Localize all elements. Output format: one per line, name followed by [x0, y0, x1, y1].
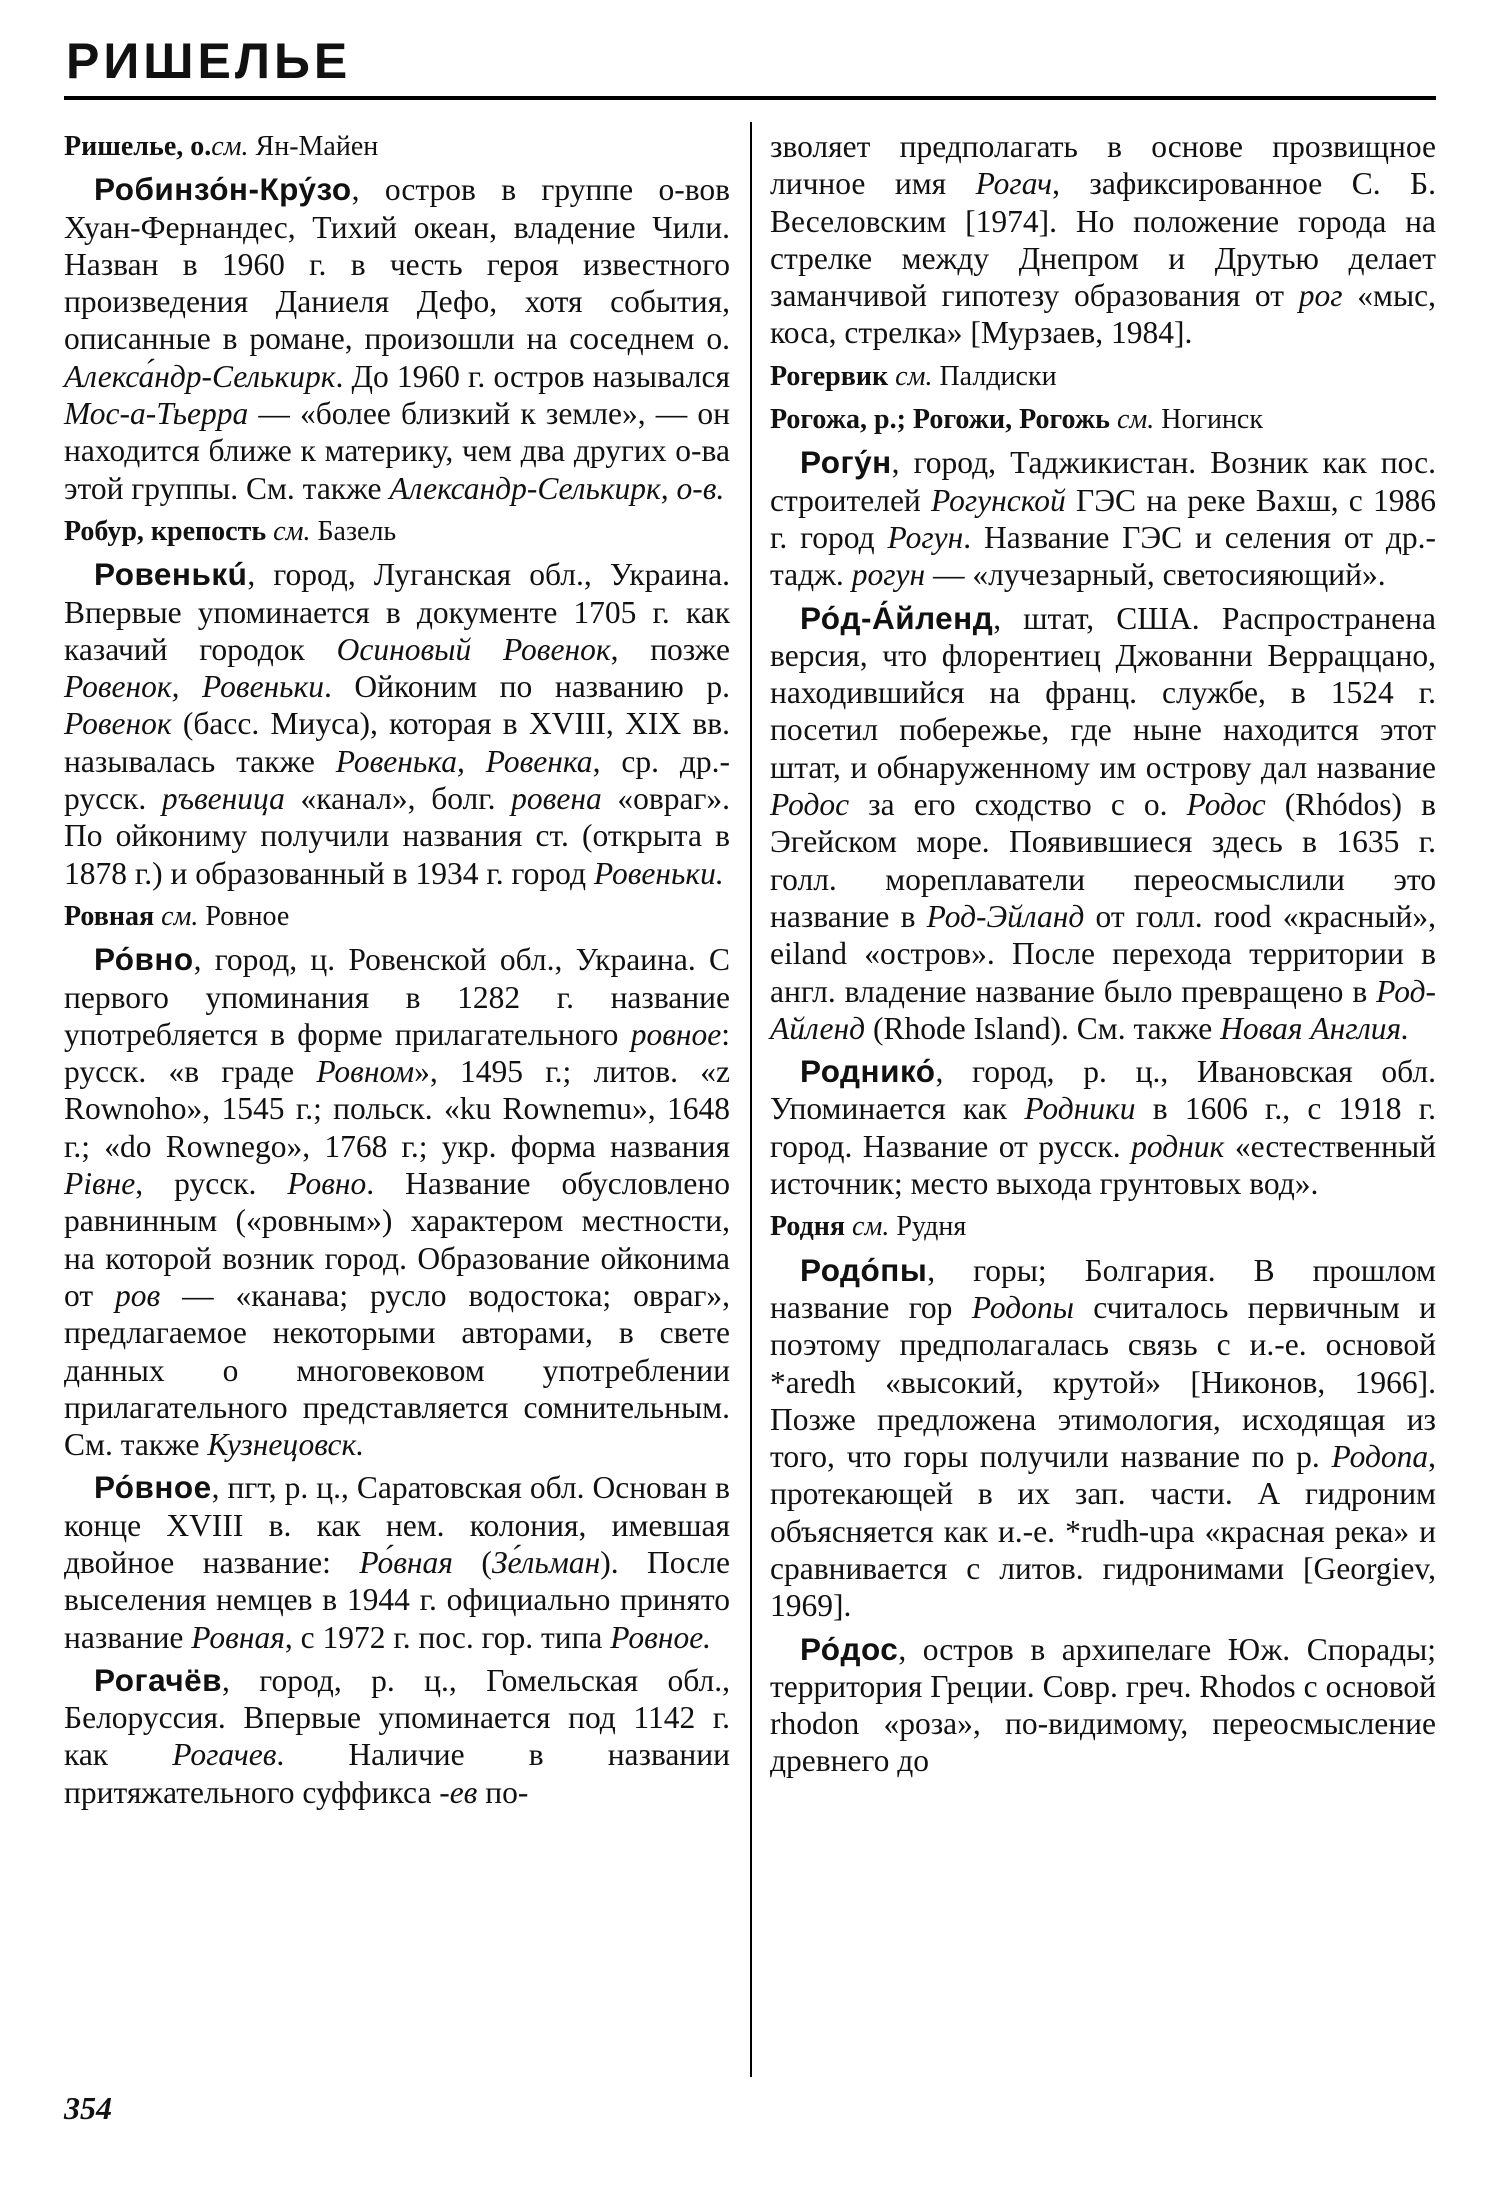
entry-italic-text: Мос-а-Тьерра [64, 396, 249, 432]
entry-text: за его сходство с о. [849, 787, 1187, 823]
entry-italic-text: ров [115, 1277, 161, 1313]
dictionary-entry [64, 171, 730, 507]
dictionary-entry [770, 358, 1436, 395]
entry-text: зволяет предполагать в основе прозвищное личное имя [770, 129, 1436, 202]
entry-headword: Ро́д-А́йленд [800, 599, 994, 636]
entry-text: Ян-Майен [248, 131, 379, 162]
entry-text: , город, Луганская обл., Украина. Впервые упоминается в документе 1705 г. как казачий городок [64, 557, 730, 667]
entry-italic-text: Осиновый Ровенок [336, 631, 611, 667]
column-divider [750, 122, 752, 2077]
entry-text: от голл. rood «красный», eiland «остров». После перехода территории в англ. владение название было превращено в [770, 898, 1436, 1009]
entry-text: Ногинск [1154, 404, 1263, 436]
entry-italic-text: Родос [770, 787, 850, 823]
header-rule [64, 96, 1436, 100]
entry-text: «овраг». По ойкониму получили названия ст. (открыта в 1878 г.) и образованный в 1934 г. город [64, 781, 731, 891]
entry-headword: Ровенькú [94, 556, 248, 593]
entry-headword: Рогачёв [94, 1661, 222, 1698]
entry-text: . Название обусловлено равнинным («ровным») характером местности, на которой возник город. Образование ойконима от [64, 1166, 730, 1313]
page-number: 354 [64, 2090, 112, 2126]
entry-italic-text: Алекса́ндр-Селькирк [64, 358, 336, 394]
entry-text: , остров в архипелаге Юж. Спорады; территория Греции. Совр. греч. Rhodos с основой rhodon «роза», по-видимому, переосмысление древнего до [770, 1631, 1436, 1779]
entry-italic-text: рогун [851, 557, 926, 593]
entry-italic-text: Ровном [316, 1054, 415, 1090]
entry-headword: Ро́вно [94, 941, 194, 978]
entry-italic-text: Родники [1024, 1091, 1136, 1127]
entry-italic-text: см. [888, 360, 933, 392]
entry-text: Ровное [198, 900, 290, 932]
entry-italic-text: см. [1109, 404, 1155, 436]
entry-headword: Родня [770, 1211, 846, 1243]
entry-text: , город, Таджикистан. Возник как пос. строителей [770, 445, 1436, 518]
dictionary-entry [64, 1662, 730, 1811]
entry-italic-text: Ровеньки. [593, 855, 724, 891]
entry-text: — «канава; русло водостока; овраг», предлагаемое некоторыми авторами, в свете данных о многовековом употреблении прилагательного представляется сомнительным. См. также [64, 1277, 730, 1463]
entry-italic-text: Род-Эйланд [926, 898, 1085, 934]
entry-text: : русск. «в граде [64, 1016, 730, 1090]
entry-italic-text: Рогунской [931, 482, 1066, 518]
entry-italic-text: Рівне [64, 1166, 136, 1202]
entry-text: , город, ц. Ровенской обл., Украина. С первого упоминания в 1282 г. название употребляется в форме прилагательного [64, 942, 730, 1052]
entry-text: ГЭС на реке Вахш, с 1986 г. город [770, 482, 1436, 555]
entry-italic-text: Ро́вная [359, 1544, 453, 1580]
dictionary-entry [64, 513, 730, 550]
entry-italic-text: Рогач [975, 166, 1053, 202]
dictionary-entry [64, 898, 730, 935]
entry-text: в 1606 г., с 1918 г. город. Название от русск. [770, 1091, 1437, 1164]
entry-text: , позже [610, 631, 731, 667]
entry-text: Палдиски [932, 360, 1057, 392]
entry-italic-text: см. [154, 900, 199, 932]
entry-text: «мыс, коса, стрелка» [Мурзаев, 1984]. [770, 278, 1436, 351]
entry-text: Базель [310, 515, 397, 547]
dictionary-entry [64, 128, 730, 165]
entry-italic-text: Ровенька, Ровенка [335, 743, 593, 779]
entry-text: , горы; Болгария. В прошлом название гор [770, 1252, 1436, 1325]
entry-text: , пгт, р. ц., Саратовская обл. Основан в конце XVIII в. как нем. колония, имевшая двойное название: [64, 1470, 730, 1580]
entry-italic-text: ровена [511, 781, 602, 817]
entry-headword: Рогервик [770, 360, 889, 392]
entry-text: . До 1960 г. остров назывался [335, 358, 730, 394]
dictionary-entry [770, 401, 1436, 438]
entry-text: — «лучезарный, светосияющий». [925, 557, 1386, 593]
entry-italic-text: Рогун [887, 519, 964, 555]
entry-italic-text: Новая Англия. [1220, 1010, 1410, 1046]
entry-headword: Ро́вное [94, 1469, 212, 1506]
entry-text: — «более близкий к земле», — он находится ближе к материку, чем два других о-ва этой группы. См. также [64, 396, 730, 506]
entry-italic-text: родник [1131, 1128, 1225, 1164]
entry-headword: Ришелье, о. [64, 131, 212, 162]
dictionary-entry [770, 444, 1436, 593]
entry-italic-text: Родопы [971, 1289, 1074, 1325]
entry-italic-text: Ровное. [610, 1619, 712, 1655]
dictionary-entry [770, 1208, 1436, 1245]
entry-italic-text: Родопа [1331, 1439, 1429, 1475]
dictionary-entry [770, 1252, 1436, 1625]
entry-italic-text: см. [845, 1211, 890, 1243]
entry-italic-text: Ровная [191, 1619, 285, 1655]
entry-headword: Роднико́ [800, 1053, 936, 1090]
dictionary-entry [770, 128, 1436, 352]
entry-text: (Rhode Island). См. также [865, 1010, 1221, 1046]
entry-italic-text: Александр-Селькирк, о-в. [389, 470, 725, 506]
entry-headword: Рогу́н [800, 444, 892, 481]
entry-italic-text: Зе́льман [491, 1544, 601, 1580]
entry-text: по- [477, 1774, 529, 1810]
entry-headword: Робинзо́н-Кру́зо [94, 171, 352, 208]
dictionary-entry [770, 1631, 1436, 1780]
left-column [64, 128, 730, 1817]
entry-text: «естественный источник; место выхода грунтовых вод». [770, 1128, 1436, 1202]
dictionary-entry [64, 1469, 730, 1655]
entry-italic-text: Род-Айленд [770, 973, 1436, 1046]
entry-italic-text: -ев [439, 1774, 478, 1810]
entry-text: . Ойконим по названию р. [324, 669, 730, 705]
entry-italic-text: Ровенок, Ровеньки [64, 669, 324, 705]
entry-text: считалось первичным и поэтому предполагалась связь с и.-е. основой *aredh «высокий, крутой» [Никонов, 1966]. Позже предложена этимология, исходящая из того, что горы получили название по р. [770, 1289, 1436, 1475]
entry-text: , зафиксированное С. Б. Веселовским [1974]. Но положение города на стрелке между Днепром и Друтью делает заманчивой гипотезу образования от [770, 166, 1436, 314]
entry-italic-text: рог [1298, 278, 1343, 314]
entry-text: , город, р. ц., Ивановская обл. Упоминается как [770, 1054, 1436, 1127]
entry-text: , ср. др.-русск. [64, 743, 730, 817]
entry-italic-text: Родос [1186, 787, 1266, 823]
entry-text: , протекающей в их зап. части. А гидроним объясняется как и.-е. *rudh-upa «красная река» и сравнивается с литов. гидронимами [Georgiev, 1969]. [770, 1439, 1436, 1624]
entry-italic-text: Кузнецовск. [207, 1427, 365, 1463]
entry-italic-text: ръвеница [161, 781, 285, 817]
page-header-title: РИШЕЛЬЕ [66, 33, 352, 89]
entry-headword: Родо́пы [800, 1251, 928, 1288]
entry-text: «канал», болг. [284, 781, 512, 817]
entry-text: (басс. Миуса), которая в XVIII, XIX вв. называлась также [64, 706, 730, 779]
entry-text: , штат, США. Распространена версия, что флорентиец Джованни Верраццано, находившийся на франц. службе, в 1524 г. посетил побережье, где ныне находится этот штат, и обнаруженному им острову дал название [770, 600, 1436, 785]
entry-text: », 1495 г.; литов. «z Rownoho», 1545 г.; польск. «ku Rownemu», 1648 г.; «do Rownego», 1768 г.; укр. форма названия [64, 1054, 730, 1164]
entry-text: , остров в группе о-вов Хуан-Фернандес, Тихий океан, владение Чили. Назван в 1960 г. в честь героя известного произведения Даниеля Дефо, хотя события, описанные в романе, произошли на соседнем о. [64, 172, 730, 357]
entry-italic-text: Ровенок [64, 706, 172, 742]
entry-text: . Наличие в названии притяжательного суффикса [64, 1737, 730, 1810]
entry-headword: Ровная [64, 900, 155, 932]
entry-italic-text: см. [211, 131, 249, 162]
entry-italic-text: Рогачев [172, 1737, 277, 1773]
entry-text: , с 1972 г. пос. гор. типа [284, 1619, 611, 1655]
dictionary-entry [64, 941, 730, 1463]
entry-text: (Rhódos) в Эгейском море. Появившиеся здесь в 1635 г. голл. мореплаватели переосмыслили это название в [770, 787, 1436, 934]
entry-text: , город, р. ц., Гомельская обл., Белоруссия. Впервые упоминается под 1142 г. как [64, 1662, 730, 1773]
entry-text: ( [452, 1544, 492, 1580]
entry-text: ). После выселения немцев в 1944 г. официально принято название [64, 1544, 730, 1655]
dictionary-entry [770, 1053, 1436, 1202]
entry-italic-text: ровное [630, 1016, 722, 1052]
entry-text: Рудня [889, 1211, 967, 1243]
right-column [770, 128, 1436, 1786]
entry-headword: Рогожа, р.; Рогожи, Рогожь [770, 404, 1110, 436]
dictionary-entry [64, 556, 730, 892]
entry-headword: Ро́дос [800, 1630, 899, 1667]
entry-text: , русск. [135, 1166, 288, 1202]
entry-text: . Название ГЭС и селения от др.-тадж. [770, 519, 1436, 593]
entry-headword: Робур, крепость [64, 515, 267, 547]
entry-italic-text: см. [266, 515, 311, 547]
entry-italic-text: Ровно [287, 1166, 367, 1202]
dictionary-entry [770, 600, 1436, 1048]
